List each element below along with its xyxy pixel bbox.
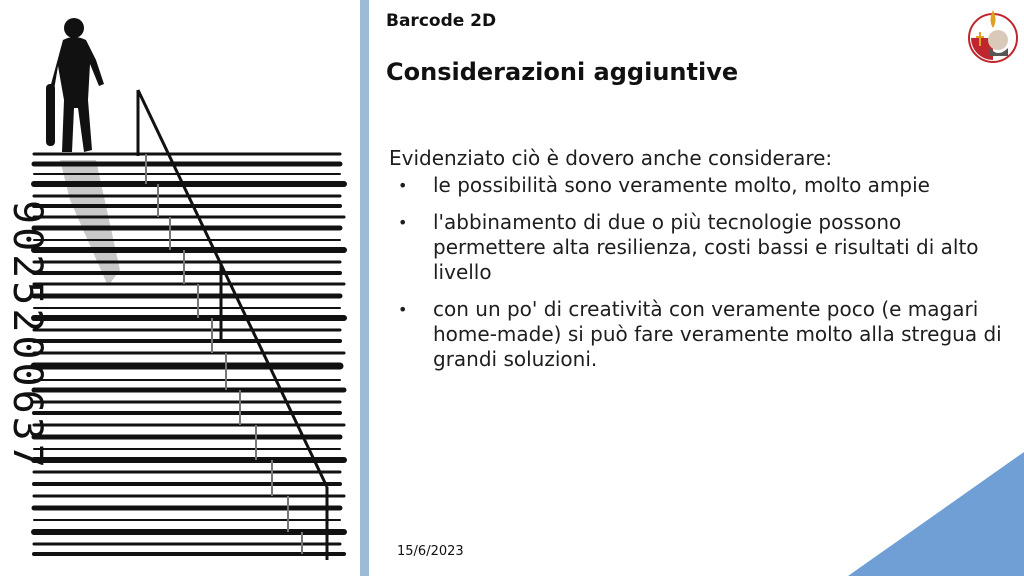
bullet-item bbox=[389, 297, 1014, 372]
intro-text: Evidenziato ciò è dovero anche considerare: bbox=[389, 146, 833, 170]
barcode-digits: 9025200637 bbox=[4, 200, 50, 471]
section-label: Barcode 2D bbox=[386, 11, 497, 31]
bullet-text: l'abbinamento di due o più tecnologie possono permettere alta resilienza, costi bassi e risultati di alto livello bbox=[433, 210, 979, 284]
bullet-item bbox=[389, 173, 1014, 198]
person-shadow bbox=[60, 160, 120, 286]
bullet-dot-icon: • bbox=[398, 213, 408, 232]
person-silhouette bbox=[46, 18, 104, 152]
bullet-text: le possibilità sono veramente molto, molto ampie bbox=[433, 173, 930, 197]
slide-title: Considerazioni aggiuntive bbox=[386, 58, 739, 86]
bullet-item bbox=[389, 210, 1014, 285]
bullet-dot-icon: • bbox=[398, 176, 408, 195]
barcode-staircase-illustration bbox=[0, 0, 360, 576]
footer-date: 15/6/2023 bbox=[397, 544, 464, 559]
slide-body bbox=[389, 146, 1014, 384]
handrail bbox=[138, 90, 327, 560]
bullet-dot-icon: • bbox=[398, 300, 408, 319]
bullet-text: con un po' di creatività con veramente poco (e magari home-made) si può fare veramente molto alla stregua di grandi soluzioni. bbox=[433, 297, 1002, 371]
bullet-list bbox=[389, 173, 1014, 372]
institution-logo bbox=[966, 6, 1020, 64]
corner-triangle bbox=[848, 452, 1024, 576]
vertical-divider bbox=[360, 0, 369, 576]
